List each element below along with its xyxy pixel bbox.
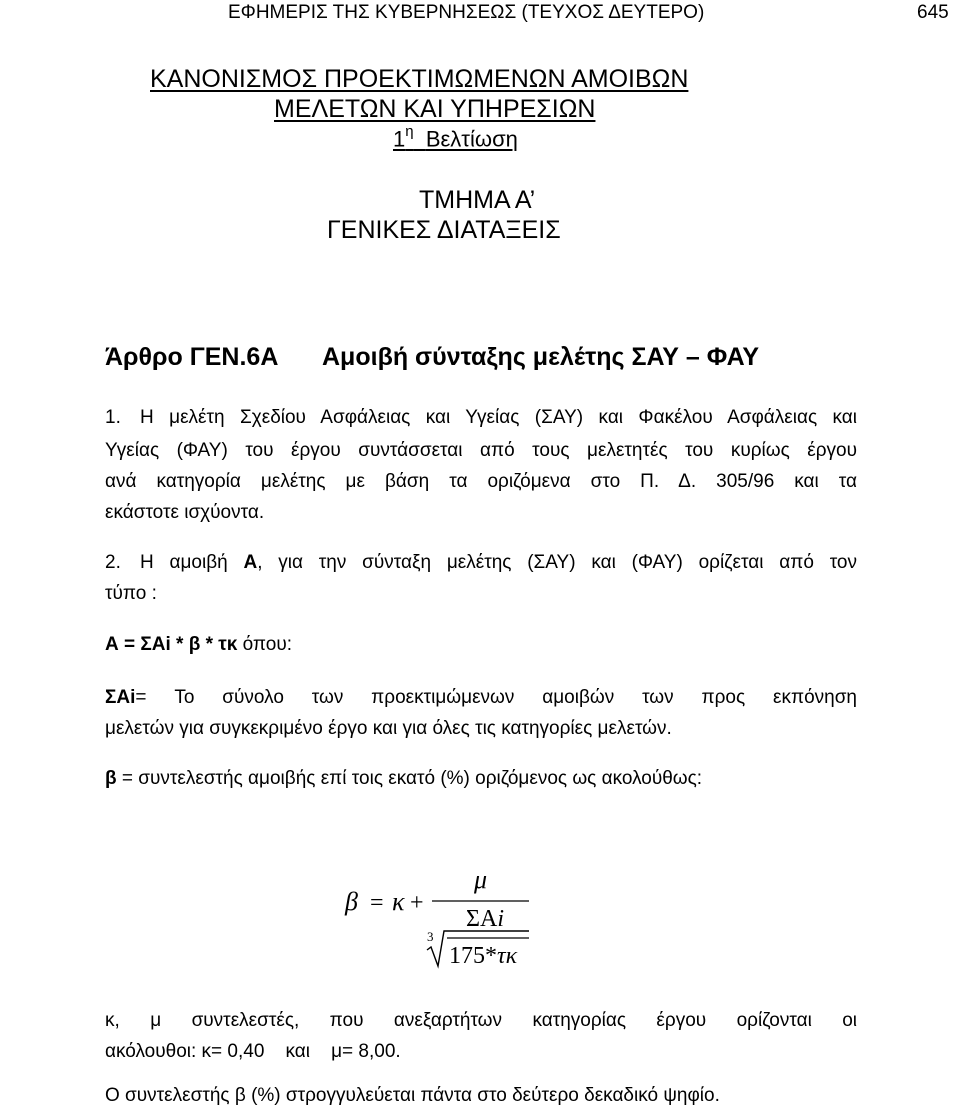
coefficients-line-1: κ, μ συντελεστές, που ανεξαρτήτων κατηγορίας έργου ορίζονται οι bbox=[105, 1010, 857, 1031]
beta-term: β bbox=[105, 768, 117, 789]
revision-text: Βελτίωση bbox=[425, 126, 518, 152]
paragraph-1-line-3: ανά κατηγορία μελέτης με βάση τα οριζόμενα στο Π. Δ. 305/96 και τα bbox=[105, 471, 857, 492]
paragraph-1-line-4: εκάστοτε ισχύοντα. bbox=[105, 502, 265, 523]
eq-sai bbox=[466, 906, 504, 932]
eq-kappa: κ bbox=[392, 887, 405, 916]
page-number: 645 bbox=[917, 2, 949, 23]
fee-symbol: Α bbox=[243, 552, 258, 573]
sai-definition-text: = Το σύνολο των προεκτιμώμενων αμοιβών των προς εκπόνηση bbox=[135, 687, 857, 708]
eq-equals: = bbox=[370, 890, 384, 916]
article-number: Άρθρο ΓΕΝ.6Α bbox=[105, 343, 279, 371]
revision-line bbox=[393, 125, 518, 152]
regulation-title-line2: ΜΕΛΕΤΩΝ ΚΑΙ ΥΠΗΡΕΣΙΩΝ bbox=[274, 95, 596, 123]
eq-mu: μ bbox=[474, 865, 488, 894]
definition-beta bbox=[105, 768, 702, 790]
regulation-title-line1: ΚΑΝΟΝΙΣΜΟΣ ΠΡΟΕΚΤΙΜΩΜΕΝΩΝ ΑΜΟΙΒΩΝ bbox=[150, 65, 689, 93]
fee-formula: Α = ΣΑi * β * τκ bbox=[105, 634, 238, 655]
section-part: ΤΜΗΜΑ Α’ bbox=[419, 186, 536, 214]
fee-formula-line bbox=[105, 634, 292, 656]
coefficients-line-2: ακόλουθοι: κ= 0,40 και μ= 8,00. bbox=[105, 1041, 401, 1062]
beta-equation bbox=[330, 862, 550, 978]
beta-definition-text: = συντελεστής αμοιβής επί τοις εκατό (%) οριζόμενος ως ακολούθως: bbox=[116, 768, 703, 789]
section-heading: ΓΕΝΙΚΕΣ ΔΙΑΤΑΞΕΙΣ bbox=[327, 216, 561, 244]
definition-sai-line-1 bbox=[105, 687, 857, 709]
sai-term: ΣΑi bbox=[105, 687, 136, 708]
eq-sai-base: ΣA bbox=[466, 906, 498, 932]
revision-number: 1 bbox=[393, 126, 406, 152]
eq-tk: τκ bbox=[497, 943, 518, 969]
paragraph-2-marker: 2. bbox=[105, 552, 121, 573]
revision-ordinal: η bbox=[405, 123, 414, 140]
paragraph-2-text-b: , για την σύνταξη μελέτης (ΣΑΥ) και (ΦΑΥ) ορίζεται από τον bbox=[257, 552, 857, 573]
eq-denominator bbox=[449, 943, 518, 969]
paragraph-2-line-2: τύπο : bbox=[105, 583, 157, 604]
paragraph-2-text-a: Η αμοιβή bbox=[140, 552, 244, 573]
rounding-note: Ο συντελεστής β (%) στρογγυλεύεται πάντα στο δεύτερο δεκαδικό ψηφίο. bbox=[105, 1085, 720, 1106]
beta-equation-svg bbox=[330, 862, 550, 978]
paragraph-1-marker: 1. bbox=[105, 407, 121, 428]
eq-sai-sub: i bbox=[497, 906, 504, 932]
paragraph-1-line-2: Υγείας (ΦΑΥ) του έργου συντάσσεται από τους μελετητές του κυρίως έργου bbox=[105, 440, 857, 461]
running-header: ΕΦΗΜΕΡΙΣ ΤΗΣ ΚΥΒΕΡΝΗΣΕΩΣ (ΤΕΥΧΟΣ ΔΕΥΤΕΡΟ) bbox=[228, 2, 705, 23]
eq-beta: β bbox=[345, 887, 358, 916]
eq-denominator-number: 175* bbox=[449, 943, 497, 969]
article-title: Αμοιβή σύνταξης μελέτης ΣΑΥ – ΦΑΥ bbox=[322, 343, 760, 371]
paragraph-2-line-1 bbox=[140, 552, 857, 574]
eq-root-index: 3 bbox=[427, 929, 434, 944]
paragraph-1-line-1: Η μελέτη Σχεδίου Ασφάλειας και Υγείας (ΣΑΥ) και Φακέλου Ασφάλειας και bbox=[140, 407, 857, 428]
definition-sai-line-2: μελετών για συγκεκριμένο έργο και για όλες τις κατηγορίες μελετών. bbox=[105, 718, 672, 739]
eq-plus: + bbox=[410, 890, 424, 916]
fee-formula-rest: όπου: bbox=[237, 634, 293, 655]
